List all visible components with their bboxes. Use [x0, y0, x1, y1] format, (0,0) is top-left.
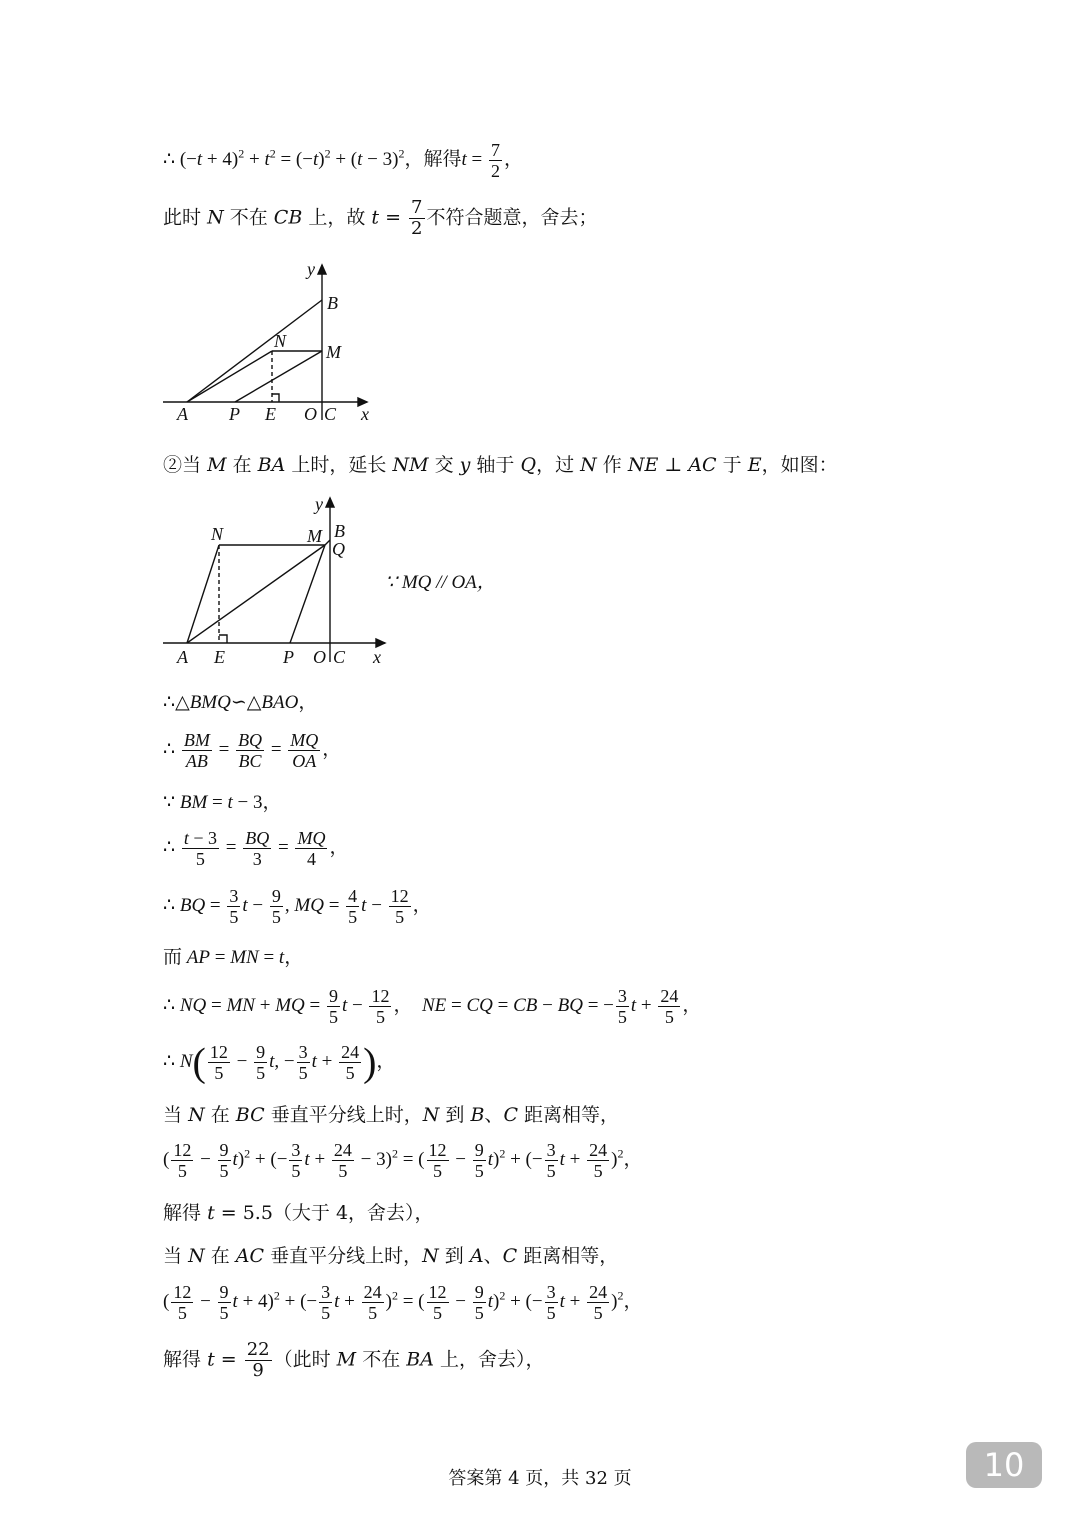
figure-2-diagram [155, 490, 395, 675]
fig2-label-M: M [307, 526, 322, 546]
fig2-label-B: B [334, 521, 345, 541]
conclusion-line-1: 此时 N 不在 CB 上，故 t = $\frac{7}{2}$ 不符合题意，舍去； [163, 197, 598, 239]
side-note: ∵ MQ // OA， [385, 572, 496, 593]
case-2-line: ②当 M 在 BA 上时，延长 NM 交 y 轴于 Q，过 N 作 NE ⊥ AC 于 E，如图： [163, 454, 838, 476]
fig2-label-C: C [333, 647, 346, 667]
solve-1-line: 解得 t = 5.5（大于 4，舍去）， [163, 1202, 434, 1224]
ratio-line: ∴ $\frac{BM}{AB}$ = $\frac{BQ}{BC}$ = $\frac{MQ}{OA}$ ， [163, 730, 342, 771]
bm-line: ∵ BM = t − 3， [163, 792, 282, 813]
fig1-label-E: E [265, 404, 276, 424]
ratio-values-line: ∴ $\frac{t - 3}{5}$ = $\frac{BQ}{3}$ = $\frac{MQ}{4}$ ， [163, 828, 349, 869]
bq-mq-line: ∴ BQ = $\frac{3}{5}$ t − $\frac{9}{5}$ , MQ = $\frac{4}{5}$ t − $\frac{12}{5}$ ， [163, 886, 432, 927]
fig1-label-x: x [361, 404, 369, 424]
similar-triangles-line: ∴△BMQ∽△BAO， [163, 692, 318, 713]
fig2-label-N: N [211, 524, 224, 544]
fig2-label-P: P [283, 647, 294, 667]
fig1-label-C: C [324, 404, 337, 424]
fig2-label-x: x [373, 647, 381, 667]
equation-ac-line: ( $\frac{12}{5}$ − $\frac{9}{5}$ t + 4)$^2$ + (− $\frac{3}{5}$ t + $\frac{24}{5}$ )$^2$ = ( $\frac{12}{5}$ − $\frac{9}{5}$ t)$^2$ + (− $\frac{3}{5}$ t + $\frac{24}{5}$ )$^2$， [163, 1282, 643, 1323]
fig2-label-y: y [315, 494, 323, 514]
fig1-label-A: A [177, 404, 188, 424]
equation-bc-line: ( $\frac{12}{5}$ − $\frac{9}{5}$ t)$^2$ + (− $\frac{3}{5}$ t + $\frac{24}{5}$ − 3)$^2$ = ( $\frac{12}{5}$ − $\frac{9}{5}$ t)$^2$ + (− $\frac{3}{5}$ t + $\frac{24}{5}$ )$^2$， [163, 1140, 643, 1181]
fig1-label-y: y [307, 259, 315, 279]
fig2-label-O: O [313, 647, 326, 667]
fig2-label-A: A [177, 647, 188, 667]
fig1-label-O: O [304, 404, 317, 424]
fig1-label-M: M [326, 342, 341, 362]
page-number-badge[interactable]: 10 [966, 1442, 1042, 1488]
fig1-label-N: N [274, 331, 287, 351]
nq-ne-line: ∴ NQ = MN + MQ = $\frac{9}{5}$ t − $\frac{12}{5}$ ， NE = CQ = CB − BQ = − $\frac{3}{5}$ t + $\frac{24}{5}$ ， [163, 986, 702, 1027]
solve-2-line: 解得 t = $\frac{22}{9}$ （此时 M 不在 BA 上，舍去）， [163, 1339, 545, 1381]
fig2-label-E: E [214, 647, 225, 667]
bisector-ac-line: 当 N 在 AC 垂直平分线上时，N 到 A、C 距离相等， [163, 1245, 619, 1267]
bisector-bc-line: 当 N 在 BC 垂直平分线上时，N 到 B、C 距离相等， [163, 1104, 620, 1126]
figure-1-diagram [155, 255, 385, 430]
page-footer: 答案第 4 页，共 32 页 [448, 1468, 632, 1489]
equation-line-1: ∴ $(-t + 4)^2 + t^2 = (-t)^2 + (t - 3)^2$，解得t = $\frac{7}{2}$ ， [163, 140, 523, 181]
ap-mn-line: 而 AP = MN = t， [163, 947, 304, 968]
fig2-label-Q: Q [332, 539, 345, 559]
n-coordinates-line: ∴ N( $\frac{12}{5}$ − $\frac{9}{5}$ t, − $\frac{3}{5}$ t + $\frac{24}{5}$ )， [163, 1039, 396, 1085]
fig1-label-P: P [229, 404, 240, 424]
fig1-label-B: B [327, 293, 338, 313]
